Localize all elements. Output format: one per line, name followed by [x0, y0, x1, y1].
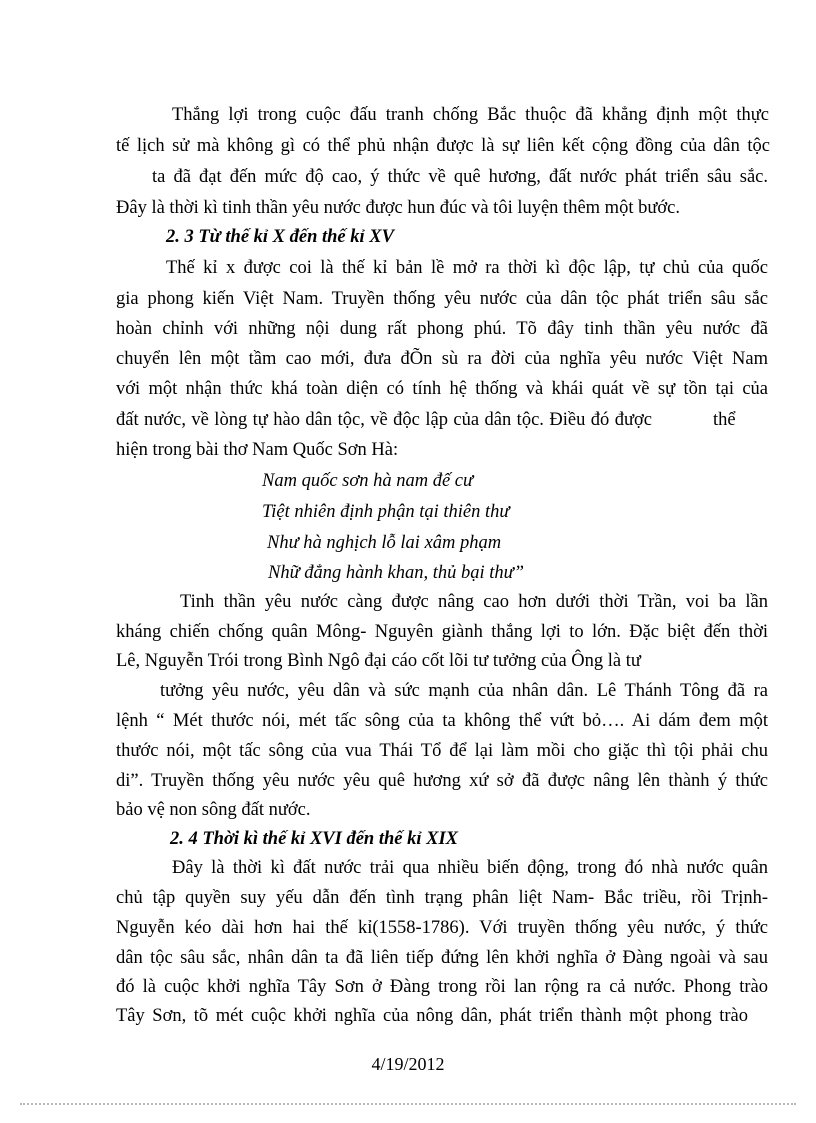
- paragraph-1-line-4: Đây là thời kì tinh thần yêu nước được hun đúc và tôi luyện thêm một bước.: [116, 198, 680, 218]
- paragraph-2-trailing-word: thể: [713, 410, 736, 430]
- paragraph-4-line-4: dân tộc sâu sắc, nhân dân ta đã liên tiếp đứng lên khởi nghĩa ở Đàng ngoài và sau: [116, 948, 768, 968]
- paragraph-2-line-3: hoàn chỉnh với những nội dung rất phong phú. Tõ đây tinh thần yêu nước đã: [116, 319, 768, 339]
- paragraph-4-line-3: Nguyễn kéo dài hơn hai thế kỉ(1558-1786). Với truyền thống yêu nước, ý thức: [116, 918, 768, 938]
- paragraph-2-line-1: Thế kỉ x được coi là thế kỉ bản lề mở ra thời kì độc lập, tự chủ của quốc: [166, 258, 768, 278]
- paragraph-3-line-6: thước nói, một tấc sông của vua Thái Tổ để lại làm mồi cho giặc thì tội phải chu: [116, 741, 768, 761]
- paragraph-3-line-8: bảo vệ non sông đất nước.: [116, 800, 311, 820]
- poem-line-2: Tiệt nhiên định phận tại thiên thư: [262, 502, 510, 522]
- paragraph-3-line-4: tưởng yêu nước, yêu dân và sức mạnh của nhân dân. Lê Thánh Tông đã ra: [160, 681, 768, 701]
- paragraph-2-line-5: với một nhận thức khá toàn diện có tính hệ thống và khái quát về sự tồn tại của: [116, 379, 768, 399]
- footer-divider: [20, 1103, 796, 1105]
- paragraph-3-line-1: Tinh thần yêu nước càng được nâng cao hơn dưới thời Trần, voi ba lần: [180, 592, 768, 612]
- paragraph-4-line-6: Tây Sơn, tõ mét cuộc khởi nghĩa của nông dân, phát triển thành một phong trào: [116, 1006, 748, 1026]
- poem-line-3: Như hà nghịch lỗ lai xâm phạm: [267, 533, 502, 553]
- paragraph-3-line-7: di”. Truyền thống yêu nước yêu quê hương xứ sở đã được nâng lên thành ý thức: [116, 771, 768, 791]
- paragraph-1-line-1: Thắng lợi trong cuộc đấu tranh chống Bắc thuộc đã khẳng định một thực: [172, 105, 769, 125]
- paragraph-2-line-6: đất nước, về lòng tự hào dân tộc, về độc lập của dân tộc. Điều đó được: [116, 410, 652, 430]
- poem-line-4: Nhữ đẳng hành khan, thủ bại thư”: [268, 563, 525, 583]
- paragraph-2-line-4: chuyển lên một tầm cao mới, đưa đÕn sù ra đời của nghĩa yêu nước Việt Nam: [116, 349, 768, 369]
- poem-line-1: Nam quốc sơn hà nam đế cư: [262, 471, 474, 491]
- paragraph-4-line-5: đó là cuộc khởi nghĩa Tây Sơn ở Đàng trong rồi lan rộng ra cả nước. Phong trào: [116, 977, 768, 997]
- paragraph-3-line-2: kháng chiến chống quân Mông- Nguyên giành thắng lợi to lớn. Đặc biệt đến thời: [116, 622, 768, 642]
- section-heading-2-4: 2. 4 Thời kì thế kỉ XVI đến thế kỉ XIX: [170, 829, 458, 849]
- paragraph-3-line-3: Lê, Nguyễn Trói trong Bình Ngô đại cáo cốt lõi tư tưởng của Ông là tư: [116, 651, 641, 671]
- paragraph-4-line-1: Đây là thời kì đất nước trải qua nhiều biến động, trong đó nhà nước quân: [172, 858, 768, 878]
- paragraph-2-line-7: hiện trong bài thơ Nam Quốc Sơn Hà:: [116, 440, 399, 460]
- paragraph-1-line-3: ta đã đạt đến mức độ cao, ý thức về quê hương, đất nước phát triển sâu sắc.: [152, 167, 768, 187]
- section-heading-2-3: 2. 3 Từ thế kỉ X đến thế kỉ XV: [166, 227, 394, 247]
- paragraph-2-line-2: gia phong kiến Việt Nam. Truyền thống yêu nước của dân tộc phát triển sâu sắc: [116, 289, 768, 309]
- paragraph-3-line-5: lệnh “ Mét thước nói, mét tấc sông của ta không thể vứt bỏ…. Ai dám đem một: [116, 711, 768, 731]
- footer-date: 4/19/2012: [371, 1054, 445, 1074]
- paragraph-1-line-2: tế lịch sử mà không gì có thể phủ nhận được là sự liên kết cộng đồng của dân tộc: [116, 136, 770, 156]
- paragraph-4-line-2: chủ tập quyền suy yếu dẫn đến tình trạng phân liệt Nam- Bắc triều, rồi Trịnh-: [116, 888, 768, 908]
